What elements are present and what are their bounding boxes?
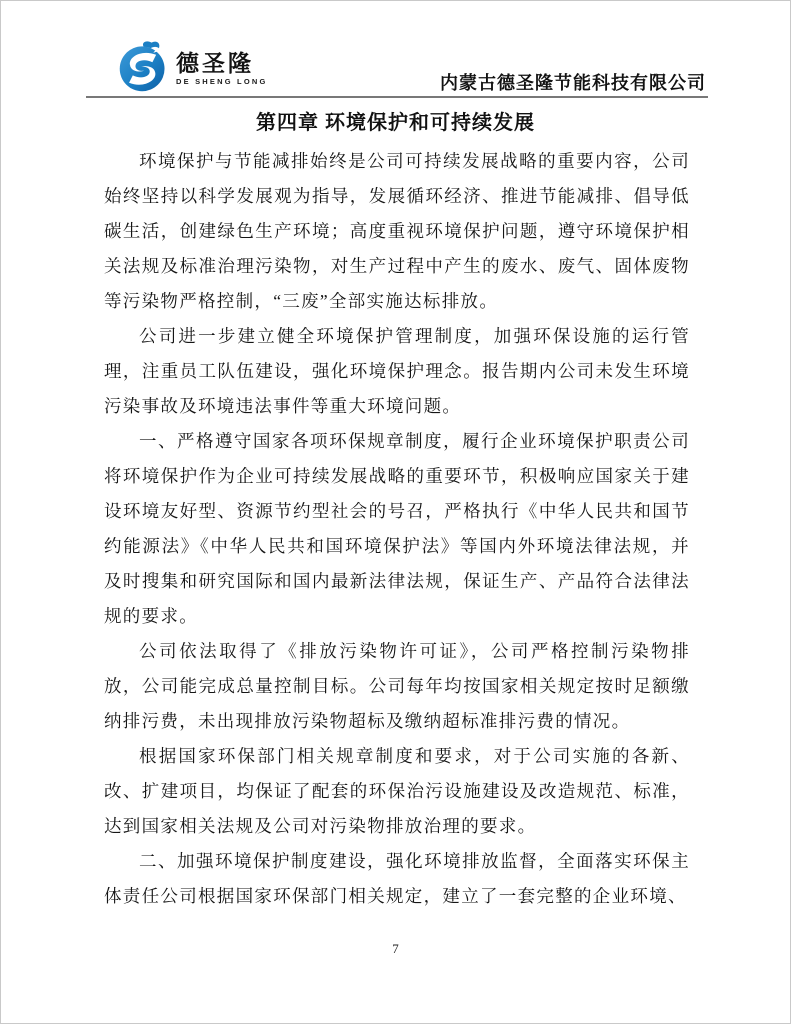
document-body: [104, 144, 690, 914]
paragraph-2: 公司进一步建立健全环境保护管理制度，加强环保设施的运行管理，注重员工队伍建设，强化环境保护理念。报告期内公司未发生环境污染事故及环境违法事件等重大环境问题。: [104, 326, 690, 416]
paragraph-5: 根据国家环保部门相关规章制度和要求，对于公司实施的各新、改、扩建项目，均保证了配套的环保治污设施建设及改造规范、标准，达到国家相关法规及公司对污染物排放治理的要求。: [104, 746, 690, 836]
dragon-logo-icon: [116, 38, 172, 94]
logo-en-label: DE SHENG LONG: [176, 77, 268, 86]
logo-text: [176, 52, 268, 86]
paragraph-4: 公司依法取得了《排放污染物许可证》，公司严格控制污染物排放，公司能完成总量控制目标。公司每年均按国家相关规定按时足额缴纳排污费，未出现排放污染物超标及缴纳超标准排污费的情况。: [104, 641, 690, 731]
paragraph-1: 环境保护与节能减排始终是公司可持续发展战略的重要内容，公司始终坚持以科学发展观为指导，发展循环经济、推进节能减排、倡导低碳生活，创建绿色生产环境；高度重视环境保护问题，遵守环境保护相关法规及标准治理污染物，对生产过程中产生的废水、废气、固体废物等污染物严格控制，“三废”全部实施达标排放。: [104, 151, 690, 311]
paragraph-3: 一、严格遵守国家各项环保规章制度，履行企业环境保护职责公司将环境保护作为企业可持续发展战略的重要环节，积极响应国家关于建设环境友好型、资源节约型社会的号召，严格执行《中华人民共和国节约能源法》《中华人民共和国环境保护法》等国内外环境法律法规，并及时搜集和研究国际和国内最新法律法规，保证生产、产品符合法律法规的要求。: [104, 431, 690, 626]
company-logo: [116, 38, 268, 94]
logo-cn-label: 德圣隆: [176, 50, 254, 76]
page-number: 7: [392, 941, 399, 956]
chapter-title: 第四章 环境保护和可持续发展: [256, 112, 535, 134]
header-divider: [86, 96, 708, 98]
header-company-name: 内蒙古德圣隆节能科技有限公司: [440, 73, 706, 93]
paragraph-6: 二、加强环境保护制度建设，强化环境排放监督，全面落实环保主体责任公司根据国家环保部门相关规定，建立了一套完整的企业环境、: [104, 851, 690, 906]
